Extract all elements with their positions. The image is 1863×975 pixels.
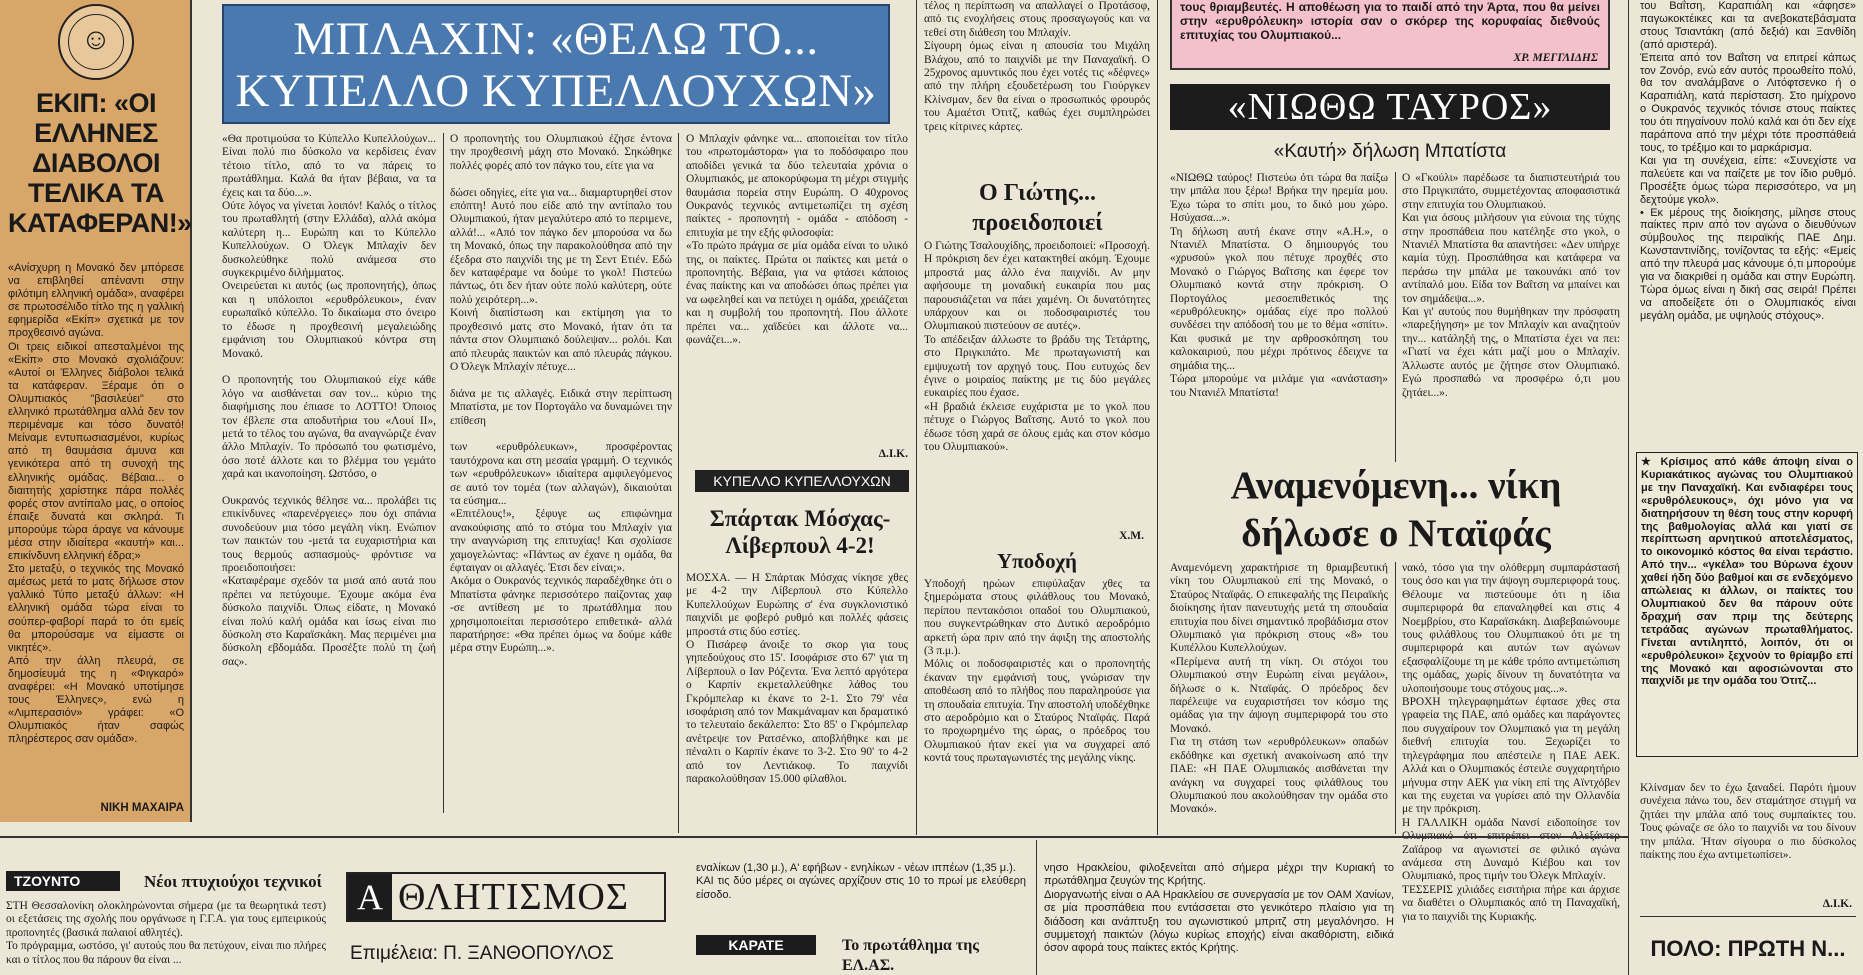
cup-banner: ΚΥΠΕΛΛΟ ΚΥΠΕΛΛΟΥΧΩΝ	[695, 470, 909, 492]
logo-head-icon: ☺	[80, 23, 112, 56]
polo-divider	[1640, 916, 1856, 917]
main-headline: ΜΠΛΑΧΙΝ: «ΘΕΛΩ ΤΟ... ΚΥΠΕΛΛΟ ΚΥΠΕΛΛΟΥΧΩΝ»	[235, 13, 877, 117]
reception-headline: Υποδοχή	[997, 549, 1077, 573]
col-divider	[916, 0, 917, 835]
polo-headline: ΠΟΛΟ: ΠΡΩΤΗ Ν...	[1650, 936, 1846, 961]
cup-body: ΜΟΣΧΑ. — Η Σπάρτακ Μόσχας νίκησε χθες με 4-2 την Λίβερπουλ στο Κύπελλο Κυπελλούχων Ευρώπης σ' ένα συγκλονιστικό παιχνίδι με φοβερό ρυθμό και πολλές φάσεις μπροστά στις δύο εστίες. Ο Πισάρεφ άνοιξε το σκορ για τους γηπεδούχους στο 15'. Ισοφάρισε στο 67' για τη Λίβερπουλ ο Ιαν Ρόζεντα. Ένα λεπτό αργότερα ο Καρπίν εκμεταλλεύθηκε λάθος του Γκρόμπελαρ κι έκανε το 2-1. Στο 79' νέα ισοφάριση από τον Μακμάναμαν και δραματικό το τελευταίο δεκάλεπτο: Στο 85' ο Γκρόμπελαρ ανέτρεψε τον Ρατσένκο, αποβλήθηκε και με πέναλτι ο Καρπίν έκανε το 3-2. Στο 90' το 4-2 από τον Λεντιάκοφ. Το παιχνίδι παρακολούθησαν 15.000 φίλαθλοι.	[686, 572, 908, 786]
main-col3: Ο Μπλαχίν φάνηκε να... αποποιείται τον τίτλο του «πρωτομάστορα» για το ποδόσφαιρο που αποδίδει γενικά τα δύο τελευταία χρόνια ο Ολυμπιακός, με αποκορύφωμα τη μέχρι στιγμής θαυμάσια πορεία στην Ευρώπη. Ο 40χρονος Ουκρανός τεχνικός αντιμετωπίζει τη σχέση παίκτες - προπονητή - ομάδα - απόδοση - επιτυχία με την εξής φιλοσοφία: «Το πρώτο πράγμα σε μία ομάδα είναι το υλικό της, οι παίκτες. Πρώτα οι παίκτες και μετά ο προπονητής. Βέβαια, για να φτάσει κάποιος ένας παίκτης και να αποδώσει όπως πρέπει για να ωφεληθεί και να πετύχει η ομάδα, χρειάζεται και η συμβολή του προπονητή. Που άλλοτε πρέπει να... χαϊδεύει και άλλοτε να... φωνάζει...».	[686, 133, 908, 347]
col-divider	[443, 133, 444, 813]
giotis-top: τέλος η περίπτωση να απαλλαγεί ο Προτάσοφ, από τις ενοχλήσεις στους προσαγωγούς και να τεθεί στη διάθεση του Μπλαχίν. Σίγουρη όμως είναι η απουσία του Μιχάλη Βλάχου, από το παιχνίδι με την Παναχαϊκή. Ο 25χρονος αμυντικός που έχει νοτές τις «δέφνες» από την πλήρη εξουδετέρωση του Γιούργκεν Κλίνσμαν, δεν θα είναι ο προσωπικός φρουρός του Αμαέτσι Ότιτζ, καθώς έχει συμπληρώσει τρεις κίτρινες κάρτες.	[924, 0, 1150, 133]
section-masthead	[346, 872, 666, 922]
cup-headline: Σπάρτακ Μόσχας-Λίβερπουλ 4-2!	[709, 506, 891, 558]
main-col1: «Θα προτιμούσα το Κύπελλο Κυπελλούχων... Είναι πολύ πιο δύσκολο να κερδίσεις έναν τέτοιο τίτλο, από το να πάρεις το πρωτάθλημα. Καλά θα ήταν βέβαια, να τα έχεις και τα δύο...». Ούτε λόγος να γίνεται λοιπόν! Καλός ο τίτλος του πρωταθλητή (στην Ελλάδα), αλλά ακόμα καλύτερη η... Ευρώπη και το Κύπελλο Κυπελλούχων. Ο Όλεγκ Μπλαχίν δεν δυσκολεύθηκε πολύ ανάμεσα στο συγκεκριμένο διλήμματος. Ονειρεύεται κι αυτός (ως προπονητής), όπως και η υπόλοιποι «ερυθρόλευκοι», έναν ευρωπαϊκό κύπελλο. Το δικαίωμα στο όνειρο το έδωσε η προχθεσινή μεγαλειώδης εμφάνιση του Ολυμπιακού κόντρα στη Μονακό. Ο προπονητής του Ολυμπιακού είχε κάθε λόγο να αισθάνεται σαν τον... κύριο της διαφήμισης που έπιασε το ΛΟΤΤΟ! Όποιος τον έβλεπε στα αποδυτήρια του «Λουί ΙΙ», μετά το τέλος του αγώνα, θα αναγνώριζε έναν άλλο Μπλαχίν. Το πρόσωπό του φωτισμένο, όσο ποτέ άλλοτε και το βλέμμα του γεμάτο χαρά και ικανοποίηση. Ωστόσο, ο Ουκρανός τεχνικός θέλησε να... προλάβει τις επικίνδυνες «παρενέργειες» που όχι σπάνια συνοδεύουν μια τόσο μεγάλη νίκη. Ενώπιον των παικτών του -μετά τα ευχαριστήρια και τους θερμούς ασπασμούς- φρόντισε να προειδοποιήσει: «Καταφέραμε σχεδόν τα μισά από αυτά που πρέπει να πετύχουμε. Έχουμε ακόμα ένα δύσκολο παιχνίδι. Όπως είδατε, η Μονακό είναι πολύ καλή ομάδα και ίσως είναι πιο δύσκολη στο Καραϊσκάκη. Μας περιμένει μια δύσκολη εβδομάδα. Προσέξτε πολύ τη ζωή σας».	[222, 133, 436, 668]
col-divider	[1395, 562, 1396, 834]
pink-box	[1170, 0, 1610, 70]
tauros-banner-text: «ΝΙΩΘΩ ΤΑΥΡΟΣ»	[1227, 86, 1553, 128]
far-right-signature: Δ.Ι.Κ.	[1822, 898, 1852, 910]
main-col3-signature: Δ.Ι.Κ.	[878, 448, 908, 460]
judo-tag: ΤΖΟΥΝΤΟ	[6, 871, 120, 891]
reception-body: Υποδοχή ηρώων επιφύλαξαν χθες τα ξημερώματα στους φιλάθλους του Μονακό, περίπου πεντακόσιοι οπαδοί του Ολυμπιακού, που συγκεντρώθηκαν στο Δυτικό αεροδρόμιο αρκετή ώρα πριν από την άφιξη της αποστολής (3 π.μ.). Μόλις οι ποδοσφαιριστές και ο προπονητής έκαναν την εμφάνισή τους, γνώρισαν την αποθέωση από το πλήθος που παραληρούσε για τη σπουδαία επιτυχία. Την αποστολή υποδέχθηκε στο αεροδρόμιο και ο Σταύρος Νταϊφάς. Παρά το προχωρημένο της ώρας, ο πρόεδρος του Ολυμπιακού ήταν εκεί για να συγχαρεί από κοντά τους πρωταγωνιστές της μεγάλης νίκης.	[924, 578, 1150, 765]
far-right-bold-box	[1636, 452, 1858, 757]
section-title: ΘΛΗΤΙΣΜΟΣ	[398, 876, 629, 918]
left-signature: ΝΙΚΗ ΜΑΧΑΙΡΑ	[100, 802, 184, 814]
giotis-body: Ο Γιώτης Τσαλουχίδης, προειδοποιεί: «Προσοχή. Η πρόκριση δεν έχει κατακτηθεί ακόμη. Έχουμε μπροστά μας άλλο ένα παιχνίδι. Αν μην αφήσουμε τη μοναδική ευκαιρία που μας παρουσιάζεται να πάει χαμένη. Οι δυνατότητες υπάρχουν και οι ποδοσφαιριστές του Ολυμπιακού πιστεύουν σε αυτές». Το απέδειξαν άλλωστε το βράδυ της Τετάρτης, στο Πριγκιπάτο. Με πρωταγωνιστή και εμψυχωτή τον αρχηγό τους. Που ευτυχώς δεν έγινε ο μοιραίος παίκτης με τις δύο μεγάλες ευκαιρίες που έχασε. «Η βραδιά έκλεισε ευχάριστα με το γκολ που πέτυχε ο Γιώργος Βαΐτσης. Αυτό το γκολ που έδωσε τόση χαρά σε όλους εμάς και στον κόσμο του Ολυμπιακού».	[924, 240, 1150, 454]
tauros-col1: «ΝΙΩΘΩ ταύρος! Πιστεύω ότι τώρα θα παίξω την μπάλα που ξέρω! Βρήκα την ηρεμία μου. Έχω τώρα το σπίτι μου, το δικό μου χώρο. Ησύχασα...». Τη δήλωση αυτή έκανε στην «Α.Η.», ο Ντανιέλ Μπατίστα. Ο δημιουργός του «χρυσού» γκολ που πέτυχε προχθές στο Μονακό ο Γιώργος Βαΐτσης και έφερε τον Ολυμπιακό κοντά στην πρόκριση. Ο Πορτογάλος μεσοεπιθετικός της «ερυθρόλευκης» ομάδας είχε προ πολλού συνδέσει την απόδοσή του με το θέμα «σπίτι». Και φυσικά με την αρθροσκόπηση του καλοκαιριού, που μέχρι πρότινος έδειχνε τα σημάδια της... Τώρα μπορούμε να μιλάμε για «ανάσταση» του Ντανιέλ Μπατίστα!	[1170, 172, 1388, 399]
far-right-top: του Βαΐτση, Καραπιάλη και «άφησε» παγωκοκτέικες και τα ανεβοκατεβάσματα στους Τσιαντάκη (από δεξιά) και Ξανθίδη (από αριστερά). Έπειτα από τον Βαΐτση να επιτρεί κάπως τον Ζονόρ, ενώ εάν αυτός προωθείτο πολύ, θα τον αναλάμβανε ο Λιτόφτσενκο ή ο Καραπιάλη, κατά περίσταση. Στο ημίχρονο ο Ουκρανός τεχνικός τόνισε στους παίκτες του ότι πηγαίνουν πολύ καλά και ότι δεν είχε παράπονα από την μέχρι τότε προσπάθειά τους, το τρέξιμο και το μαρκάρισμα. Και για τη συνέχεια, είπε: «Συνεχίστε να παλεύετε και να παίζετε με τον ίδιο ρυθμό. Προσέξτε όμως τώρα περισσότερο, να μη δεχτούμε γκολ». • Εκ μέρους της διοίκησης, μίλησε στους παίκτες πριν από τον αγώνα ο διευθύνων σύμβουλος της πειραϊκής ΠΑΕ Δημ. Κωνσταντινίδης, τονίζοντας τα εξής: «Εμείς από την πλευρά μας κάνουμε ό,τι μπορούμε για να διακριθεί η ομάδα και στην Ευρώπη. Τώρα όμως είναι η δική σας σειρά! Πρέπει να αποδείξετε ότι ο Ολυμπιακός είναι μεγάλη ομάδα, με υψηλούς στόχους».	[1640, 0, 1856, 322]
left-headline: ΕΚΙΠ: «ΟΙ ΕΛΛΗΝΕΣ ΔΙΑΒΟΛΟΙ ΤΕΛΙΚΑ ΤΑ ΚΑΤΑΦΕΡΑΝ!»	[8, 88, 192, 238]
tauros-col2: Ο «Γκούλι» παρέδωσε τα διαπιστευτήριά του στο Πριγκιπάτο, συμμετέχοντας αποφασιστικά στην επιτυχία του Ολυμπιακού. Και για όσους μιλήσουν για εύνοια της τύχης στην προσπάθεια που κατέληξε στο γκολ, ο Ντανιέλ Μπατίστα θα απαντήσει: «Δεν υπήρχε καμία τύχη. Προσπάθησα και κατάφερα να περάσω την μπάλα με τακουνάκι από τον αντίπαλό μου. Είδα τον Βαΐτση να μπαίνει και τον σημάδεψα...». Και γι' αυτούς που θυμήθηκαν την πρόσφατη «παρεξήγηση» με τον Μπλαχίν και αναζητούν την... κατάληξή της, ο Μπατίστα έχει να πει: «Γιατί να έχει κάτι μαζί μου ο Μπλαχίν. Άλλωστε αυτός με ζήτησε στον Ολυμπιακό. Εγώ προσπαθώ να προσφέρω ό,τι μου ζητάει...».	[1402, 172, 1620, 399]
riding-text: εναλίκων (1,30 μ.), Α' εφήβων - ενηλίκων - νέων ιππέων (1,35 μ.). ΚΑΙ τις δύο μέρες οι αγώνες αρχίζουν στις 10 το πρωί με ελεύθερη είσοδο.	[696, 862, 1026, 901]
tauros-banner	[1170, 84, 1610, 130]
left-column	[0, 0, 192, 822]
far-right-bold-text: ★ Κρίσιμος από κάθε άποψη είναι ο Κυριακάτικος αγώνας του Ολυμπιακού με την Παναχαϊκή. Και ενδιαφέρει τους «ερυθρόλευκους», όχι μόνο για να διατηρήσουν τη θέση τους στην κορυφή της βαθμολογίας αλλά και γιατί σε περίπτωση αρνητικού αποτελέσματος, το οικονομικό κόστος θα είναι τεράστιο. Από την... «γκέλα» του Βύρωνα έχουν χαθεί ήδη δύο βαθμοί και σε ενδεχόμενο απώλειας κι άλλων, οι παίκτες του Ολυμπιακού δεν θα πάρουν ούτε δραχμή σαν πριμ της δεύτερης τετράδας αγώνων πρωταθλήματος. Γίνεται αντιληπτό, λοιπόν, ότι οι «ερυθρόλευκοι» ξεχνούν το θρίαμβο επί της Μονακό και αφοσιώνονται στο παιχνίδι με την ομάδα του Ότιτζ...	[1641, 456, 1853, 688]
far-right-bottom: Κλίνσμαν δεν το έχω ξαναδεί. Παρότι ήμουν συνέχεια πάνω του, δεν σταμάτησε στιγμή να ζητάει την μπάλα από τους συμπαίκτες του. Τους φώναζε σε όλο το παιχνίδι να του δίνουν την μπάλα. Ήταν σίγουρα ο πιο δύσκολος παίκτης που έχω αντιμετωπίσει».	[1640, 782, 1856, 862]
judo-body: ΣΤΗ Θεσσαλονίκη ολοκληρώνονται σήμερα (με τα θεωρητικά τεστ) οι εξετάσεις της σχολής που οργάνωσε η Γ.Γ.Α. για τους εμπειρικούς προπονητές (βασικά παλαιοί αθλητές). Το πρόγραμμα, ωστόσο, γι' αυτούς που θα πετύχουν, είναι πιο πλήρες και ο τίτλος που θα πάρουν θα είναι ...	[6, 900, 326, 966]
section-editor: Επιμέλεια: Π. ΞΑΝΘΟΠΟΥΛΟΣ	[350, 943, 614, 964]
judo-headline: Νέοι πτυχιούχοι τεχνικοί	[144, 872, 322, 891]
tauros-subtitle: «Καυτή» δήλωση Μπατίστα	[1273, 141, 1507, 162]
section-letter: Α	[348, 874, 392, 920]
karate-headline: Το πρωτάθλημα της ΕΛ.ΑΣ.	[842, 937, 980, 974]
left-body: «Ανίσχυρη η Μονακό δεν μπόρεσε να επιβληθεί απέναντι στην φιλότιμη ελληνική ομάδα», αναφέρει σε πρωτοσέλιδο τίτλο της η γαλλική εφημερίδα «Εκίπ» σχετικά με τον προχθεσινό αγώνα. Οι τρεις ειδικοί απεσταλμένοι της «Εκίπ» στο Μονακό σχολιάζουν: «Αυτοί οι Έλληνες διάβολοι τελικά τα κατάφεραν. Ξέραμε ότι ο Ολυμπιακός "βασιλεύει" στο ελληνικό πρωτάθλημα αλλά δεν τον περιμέναμε και τόσο δυνατό! Μείναμε εντυπωσιασμένοι, κυρίως από τη θαυμάσια άμυνα και γενικότερα από τη συνοχή της ελληνικής ομάδας. Βέβαια... ο διαιτητής χαρίστηκε πάρα πολλές φορές στον αντίπαλο μας, ο οποίος έπαιξε δυνατά και σκληρά. Τι μπορούμε τώρα άραγε να κάνουμε μέσα στην ιδιαίτερα «καυτή» και... επικίνδυνη ελληνική έδρα;» Στο μεταξύ, ο τεχνικός της Μονακό αμέσως μετά το ματς δήλωσε στον γαλλικό Τύπο μεταξύ άλλων: «Η ελληνική ομάδα τώρα είναι το σούπερ-φαβορί παρά το ότι εμείς θα μπορούσαμε να είμαστε οι νικητές». Από την άλλη πλευρά, σε δημοσίευμά της η «Φιγκαρό» αναφέρει: «Η Μονακό υποτίμησε τους Έλληνες», ενώ η «Λιμπερασιόν» γράφει: «Ο Ολυμπιακός ήταν σαφώς πληρέστερος σαν ομάδα».	[8, 262, 184, 746]
col-divider	[678, 133, 679, 833]
col-divider	[1395, 172, 1396, 462]
main-headline-box	[222, 4, 890, 124]
col-divider	[1036, 840, 1037, 975]
daifas-col2: νακό, τόσο για την ολόθερμη συμπαράστασή τους όσο και για την άψογη συμπεριφορά τους. Θέλουμε να πιστεύουμε ότι η ίδια συμπεριφορά θα επαναληφθεί και στις 4 Νοεμβρίου, στο Καραϊσκάκη. Διαβεβαιώνουμε τους φιλάθλους του Ολυμπιακού ότι με τη συμπεριφορά και αυτών των αγώνων εξασφαλίζουμε τη με κάθε τρόπο αντιμετώπιση της ομάδας, χωρίς δίνουν τη δυνατότητα να υλοποιήσουμε τους στόχους μας...». ΒΡΟΧΗ τηλεγραφημάτων έφτασε χθες στα γραφεία της ΠΑΕ, από ομάδες και παράγοντες που συγχαίρουν τον Ολυμπιακό για τη μεγάλη διεθνή επιτυχία του. Ξεχωρίζει το τηλεγράφημα που απέστειλε η ΠΑΕ ΑΕΚ. Αλλά και ο Ολυμπιακός έστειλε συγχαρητήριο μήνυμα στην ΑΕΚ για νίκη επί της Αϊντχόβεν και της ευχεται να γυρίσει από την Ολλανδία με την πρόκριση. Η ΓΑΛΛΙΚΗ ομάδα Νανσί ειδοποίησε τον Ζαϊάροφ να αγωνιστεί σε φιλικό αγώνα ανάμεσα στη Δυναμό Κιέβου και τον Ολυμπιακό, προς τιμήν του Όλεγκ Μπλαχίν. ΤΕΣΣΕΡΙΣ χιλιάδες εισιτήρια πήρε και άρχισε να διαθέτει ο Ολυμπιακός από τη Παναχαϊκή, για το παιχνίδι της Κυριακής.	[1402, 562, 1620, 923]
giotis-signature: Χ.Μ.	[1119, 530, 1144, 542]
col-divider	[1157, 0, 1158, 835]
pink-box-text: τους θριαμβευτές. Η αποθέωση για το παιδί από την Άρτα, που θα μείνει στην «ερυθρόλευκη» ιστορία σαν ο σκόρερ της κορυφαίας διεθνούς επιτυχίας του Ολυμπιακού...	[1180, 0, 1600, 42]
olympiacos-logo	[58, 4, 134, 80]
pink-box-signature: ΧΡ. ΜΕΓΓΛΙΔΗΣ	[1513, 52, 1598, 64]
daifas-headline: Αναμενόμενη... νίκη δήλωσε ο Νταϊφάς	[1230, 464, 1562, 555]
col-divider	[1628, 0, 1629, 975]
giotis-headline: Ο Γιώτης... προειδοποιεί	[972, 180, 1103, 236]
bridge-text: νησο Ηρακλείου, φιλοξενείται από σήμερα μέχρι την Κυριακή το πρωτάθλημα ζευγών της Κρήτης. Διοργανωτής είναι ο ΑΑ Ηρακλείου σε συνεργασία με τον ΟΑΜ Χανίων, σε μία προσπάθεια που εντάσσεται στο γενικότερο πλαίσιο για τη διάδοση και ανάπτυξη του αγωνιστικού μπριτζ στη μεγαλόνησο. Η συμμετοχή παικτών (λόγω κυρίως εποχής) είναι ακαθόριστη, ειδικά όσον αφορά τους παίκτες εκτός Κρήτης.	[1044, 862, 1394, 955]
bottom-divider	[0, 836, 1628, 838]
main-col2: Ο προπονητής του Ολυμπιακού έζησε έντονα την προχθεσινή μάχη στο Μονακό. Σηκώθηκε πολλές φορές από τον πάγκο του, είτε για να δώσει οδηγίες, είτε για να... διαμαρτυρηθεί στον επόπτη! Αυτό που είδε από την αντίπαλο του Ολυμπιακού, ήταν μεγαλύτερο από το περιμενε, αλλά!... «Από τον πάγκο δεν μπορούσα να δω τη Μονακό, όπως την παρακολούθησα από την έξεδρα στο παιχνίδι της με τη Σεντ Ετιέν. Εδώ δεν καταφέραμε να δούμε το γκολ! Πιστεύω πάντως, ότι δεν ήταν ούτε πολύ καλύτερη, ούτε πολύ χειρότερη...». Κοινή διαπίστωση και εκτίμηση για το προχθεσινό ματς στο Μονακό, ήταν ότι τα πάντα στον Ολυμπιακό δούλεψαν... ρολόι. Και από πλευράς παικτών και από πλευράς πάγκου. Ο Όλεγκ Μπλαχίν πέτυχε... διάνα με τις αλλαγές. Ειδικά στην περίπτωση Μπατίστα, με τον Πορτογάλο να δυναμώνει την επίθεση των «ερυθρόλευκων», προσφέροντας ταυτόχρονα και στη μεσαία γραμμή. Ο τεχνικός των «ερυθρόλευκων» ιδιαίτερα αμφιλεγόμενος σε αυτό τον τομέα (των αλλαγών), δικαιούται τα εύσημα... «Επιτέλους!», ξέφυγε ως επιφώνημα ανακούφισης από το στόμα του Μπλαχίν για την αναγνώριση της επιτυχίας! Και σχολίασε χαμογελώντας: «Πάντως αν έχανε η ομάδα, θα έφταιγαν οι αλλαγές. Έτσι δεν είναι;». Ακόμα ο Ουκρανός τεχνικός παραδέχθηκε ότι ο Μπατίστα φάνηκε περισσότερο παίζοντας χαφ -σε αντίθεση με το πρωτάθλημα που χρησιμοποιείται περισσότερο επιθετικά- αλλά παρατήρησε: «Θα πρέπει όμως να δούμε κάθε μέρα στην Ευρώπη...».	[450, 133, 672, 655]
karate-tag: ΚΑΡΑΤΕ	[696, 935, 816, 955]
daifas-col1: Αναμενόμενη χαρακτήρισε τη θριαμβευτική νίκη του Ολυμπιακού επί της Μονακό, ο Σταύρος Νταϊφάς. Ο επικεφαλής της Πειραϊκής διοίκησης ήταν πανευτυχής μετά τη σπουδαία επιτυχία που δίνει σημαντικό προβάδισμα στον Ολυμπιακό για πρόκριση στους «8» του Κυπέλλου Κυπελλούχων. «Περίμενα αυτή τη νίκη. Οι στόχοι του Ολυμπιακού στην Ευρώπη είναι μεγάλοι», δήλωσε ο κ. Νταϊφάς. Ο πρόεδρος δεν παρέλειψε να ευχαριστήσει τον κόσμο της ομάδας για την άψογη συμπεριφορά του στο Μονακό. Για τη στάση των «ερυθρόλευκων» οπαδών εκδόθηκε και σχετική ανακοίνωση από την ΠΑΕ: «Η ΠΑΕ Ολυμπιακός αισθάνεται την ανάγκη να συγχαρεί τους φιλάθλους του Ολυμπιακού που ακολούθησαν την ομάδα στο Μονακό».	[1170, 562, 1388, 816]
